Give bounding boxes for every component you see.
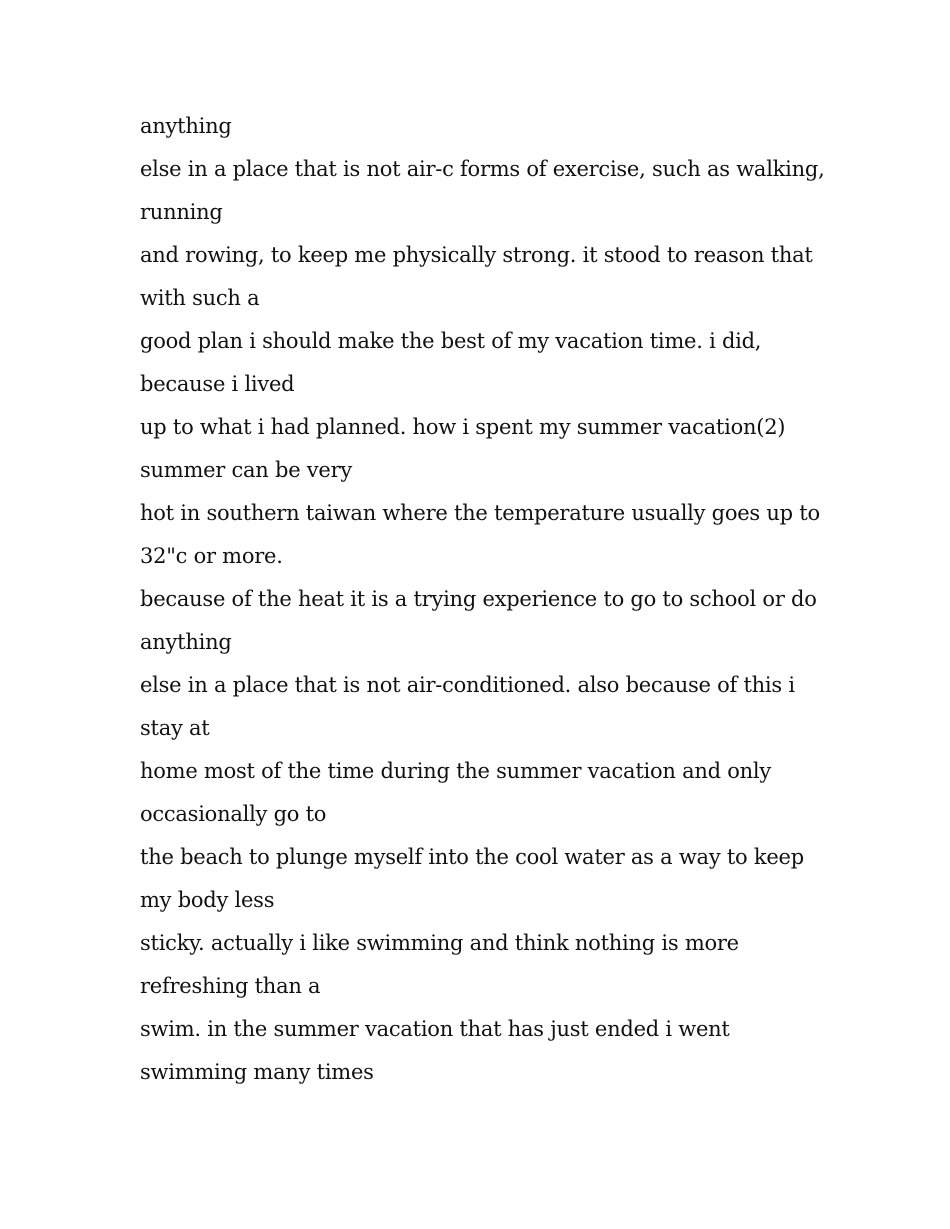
text-line: occasionally go to bbox=[140, 802, 327, 826]
text-line: up to what i had planned. how i spent my summer vacation(2) bbox=[140, 415, 786, 439]
text-line: with such a bbox=[140, 286, 260, 310]
text-line: else in a place that is not air-c forms of exercise, such as walking, bbox=[140, 157, 825, 181]
text-line: anything bbox=[140, 114, 232, 138]
text-line: stay at bbox=[140, 716, 210, 740]
text-line: my body less bbox=[140, 888, 275, 912]
text-line: good plan i should make the best of my vacation time. i did, bbox=[140, 329, 762, 353]
text-line: because of the heat it is a trying experience to go to school or do bbox=[140, 587, 817, 611]
text-line: because i lived bbox=[140, 372, 295, 396]
text-line: refreshing than a bbox=[140, 974, 321, 998]
text-line: home most of the time during the summer vacation and only bbox=[140, 759, 771, 783]
text-line: the beach to plunge myself into the cool water as a way to keep bbox=[140, 845, 804, 869]
text-line: 32"c or more. bbox=[140, 544, 283, 568]
text-line: else in a place that is not air-conditioned. also because of this i bbox=[140, 673, 795, 697]
text-line: and rowing, to keep me physically strong. it stood to reason that bbox=[140, 243, 813, 267]
document-body bbox=[140, 105, 825, 1094]
text-line: swim. in the summer vacation that has just ended i went bbox=[140, 1017, 730, 1041]
text-line: anything bbox=[140, 630, 232, 654]
text-line: sticky. actually i like swimming and think nothing is more bbox=[140, 931, 739, 955]
text-line: running bbox=[140, 200, 223, 224]
text-line: swimming many times bbox=[140, 1060, 374, 1084]
text-line: hot in southern taiwan where the temperature usually goes up to bbox=[140, 501, 820, 525]
text-line: summer can be very bbox=[140, 458, 352, 482]
